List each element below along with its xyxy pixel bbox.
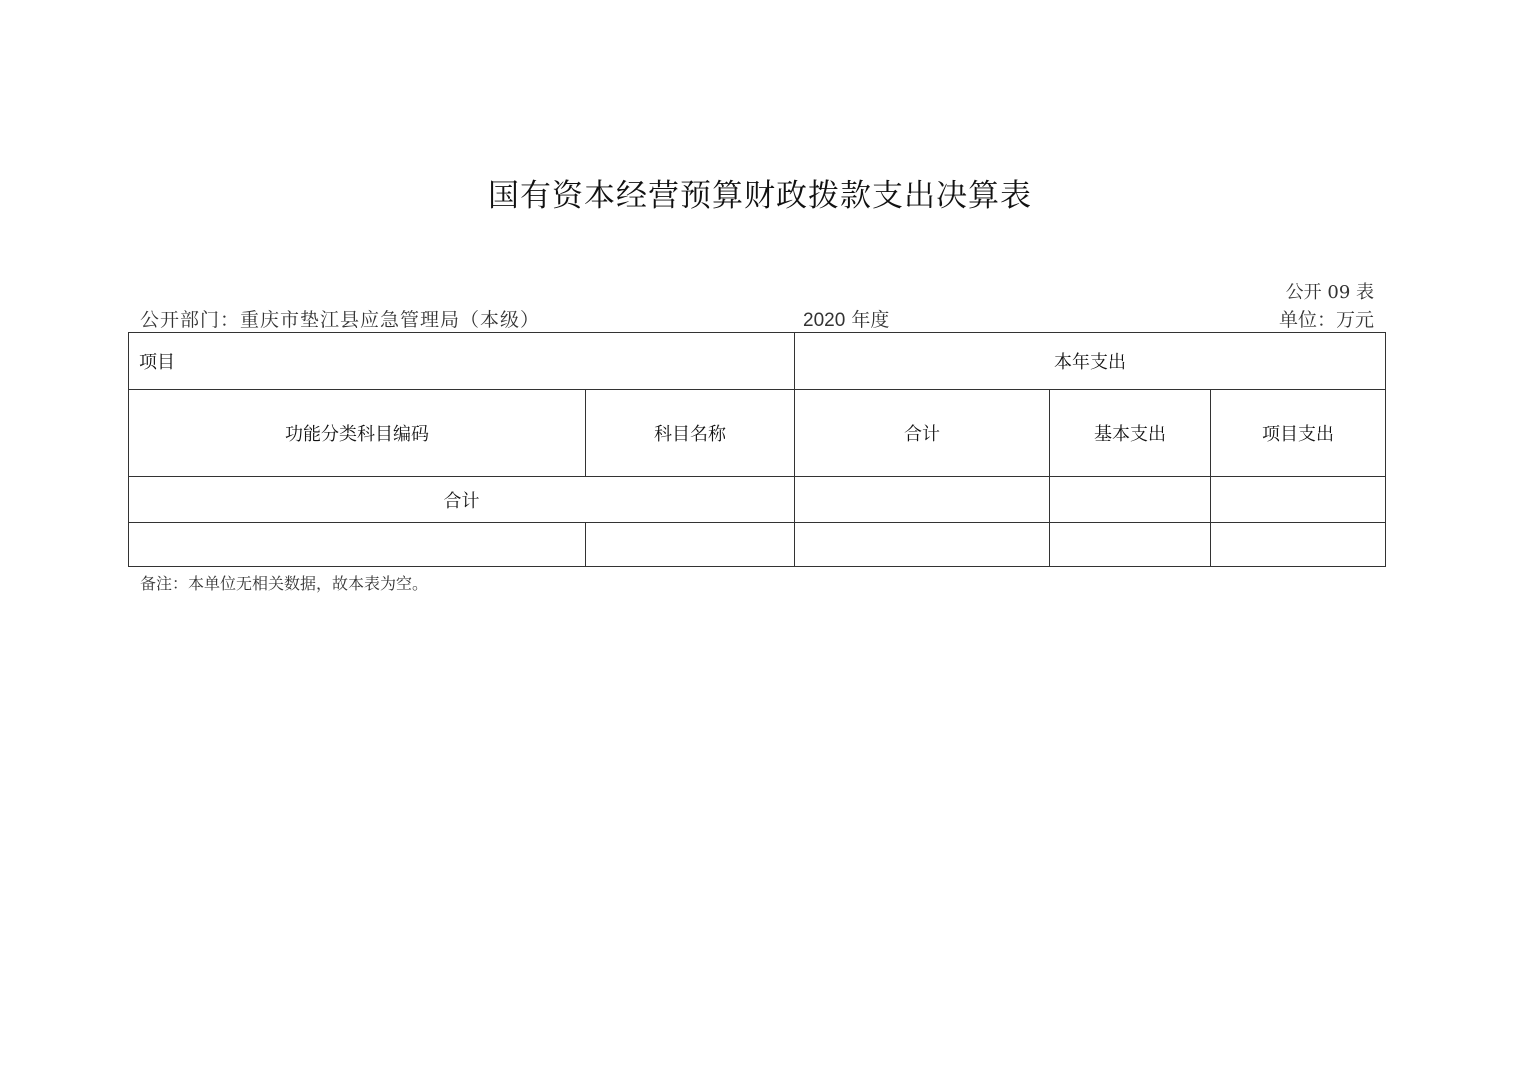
table-cell [1211,523,1386,567]
total-cell [795,477,1050,523]
footnote: 备注：本单位无相关数据，故本表为空。 [140,574,429,593]
col-basic-expense: 基本支出 [1050,390,1211,477]
fiscal-year [803,305,889,332]
col-subject-name: 科目名称 [586,390,795,477]
header-row-1 [129,333,1386,390]
table-cell [129,523,586,567]
project-cell [1211,477,1386,523]
page-title: 国有资本经营预算财政拨款支出决算表 [488,178,1032,214]
col-total: 合计 [795,390,1050,477]
col-project-expense: 项目支出 [1211,390,1386,477]
expenditure-table [128,332,1386,567]
col-function-code: 功能分类科目编码 [129,390,586,477]
table-cell [586,523,795,567]
header-current-year: 本年支出 [795,333,1386,390]
total-row-label: 合计 [129,477,795,523]
fiscal-year-number: 2020 [803,310,846,331]
fiscal-year-suffix: 年度 [845,309,890,331]
total-row [129,477,1386,523]
form-number: 公开 09 表 [1285,282,1374,303]
table-cell [795,523,1050,567]
department-label: 公开部门：重庆市垫江县应急管理局（本级） [140,309,541,331]
header-project: 项目 [129,333,795,390]
table-cell [1050,523,1211,567]
unit-label: 单位：万元 [1278,309,1374,331]
header-row-2 [129,390,1386,477]
table-row [129,523,1386,567]
basic-cell [1050,477,1211,523]
